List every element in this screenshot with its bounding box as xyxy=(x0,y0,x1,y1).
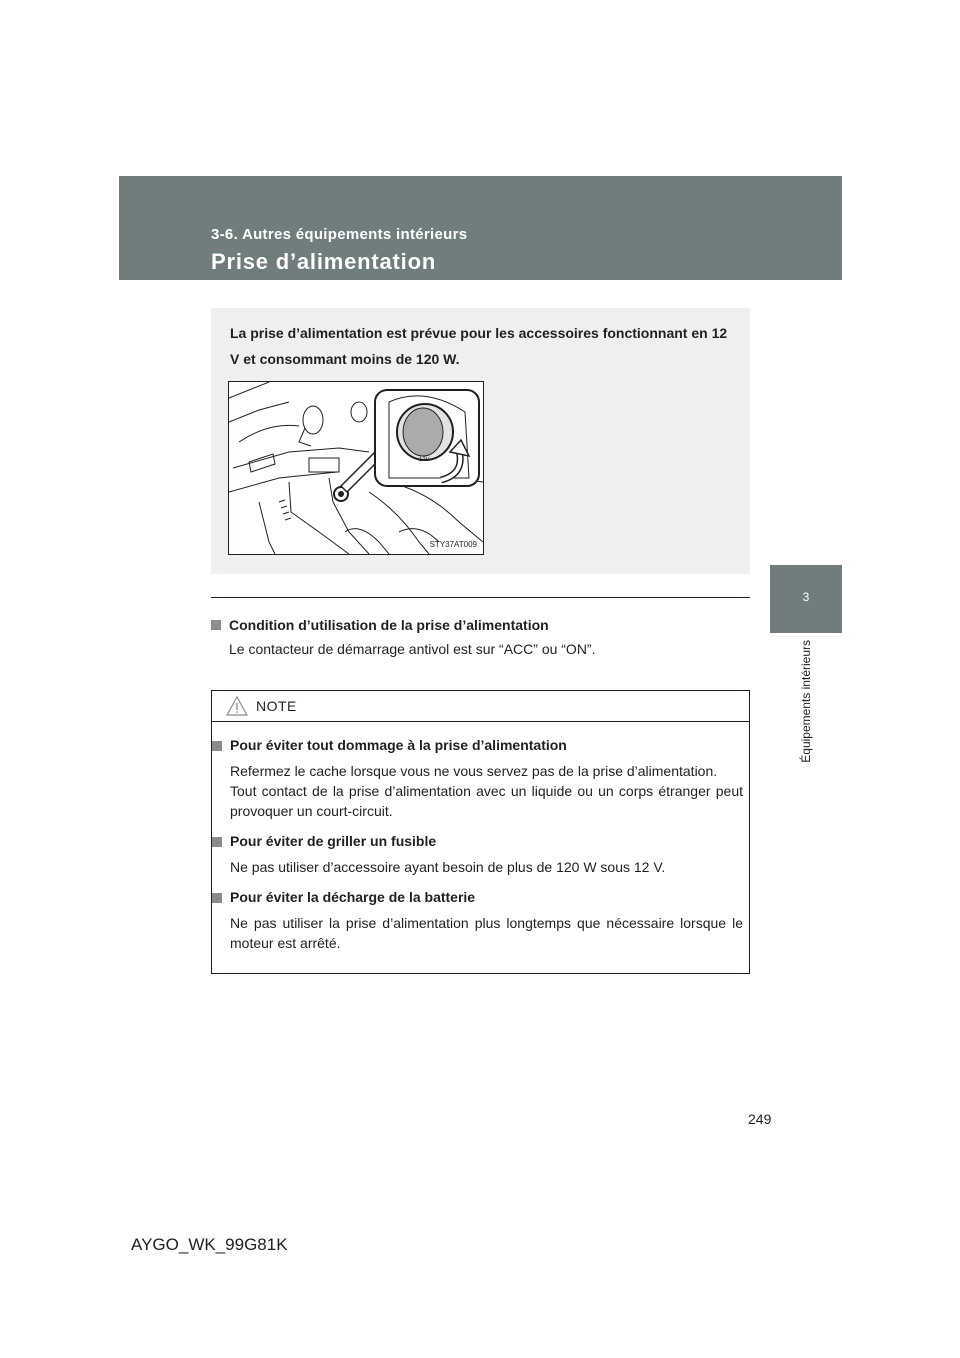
note-label: NOTE xyxy=(256,698,297,714)
warning-triangle-icon xyxy=(226,696,248,716)
page-number: 249 xyxy=(748,1111,772,1127)
condition-heading xyxy=(211,617,549,633)
chapter-label: Équipements intérieurs xyxy=(799,640,813,763)
note-item-heading-text: Pour éviter de griller un fusible xyxy=(230,833,437,849)
note-item-line: Tout contact de la prise d’alimentation avec un liquide ou un corps étranger peut provoquer un court-circuit. xyxy=(230,783,743,819)
square-bullet-icon xyxy=(212,741,222,751)
document-code: AYGO_WK_99G81K xyxy=(131,1235,288,1254)
square-bullet-icon xyxy=(212,893,222,903)
chapter-number: 3 xyxy=(802,590,810,604)
note-item-line: Refermez le cache lorsque vous ne vous servez pas de la prise d’alimentation. xyxy=(230,763,718,779)
intro-box xyxy=(211,308,750,574)
note-content xyxy=(212,731,749,963)
note-item-body xyxy=(230,761,743,821)
page-title: Prise d’alimentation xyxy=(211,249,437,274)
square-bullet-icon xyxy=(212,837,222,847)
condition-heading-text: Condition d’utilisation de la prise d’alimentation xyxy=(229,617,549,633)
note-item-body xyxy=(230,857,743,877)
note-header xyxy=(212,691,749,722)
note-item-body xyxy=(230,913,743,953)
dashboard-drawing xyxy=(229,382,483,554)
note-item-heading xyxy=(212,887,749,907)
section-divider xyxy=(211,597,750,598)
condition-body: Le contacteur de démarrage antivol est sur “ACC” ou “ON”. xyxy=(229,641,596,657)
intro-text: La prise d’alimentation est prévue pour les accessoires fonctionnant en 12 V et consommant moins de 120 W. xyxy=(230,325,728,367)
note-box xyxy=(211,690,750,974)
note-item-line: Ne pas utiliser d’accessoire ayant besoin de plus de 120 W sous 12 V. xyxy=(230,859,666,875)
note-item-heading xyxy=(212,735,749,755)
note-item-line: Ne pas utiliser la prise d’alimentation plus longtemps que nécessaire lorsque le moteur est arrêté. xyxy=(230,915,743,951)
square-bullet-icon xyxy=(211,620,221,630)
note-item-heading-text: Pour éviter tout dommage à la prise d’alimentation xyxy=(230,737,567,753)
chapter-tab[interactable] xyxy=(770,565,842,633)
power-outlet-illustration xyxy=(228,381,484,555)
socket-voltage-label: 12V xyxy=(419,457,430,463)
note-item-heading xyxy=(212,831,749,851)
section-label: 3-6. Autres équipements intérieurs xyxy=(211,226,468,243)
note-item-heading-text: Pour éviter la décharge de la batterie xyxy=(230,889,476,905)
figure-code: STY37AT009 xyxy=(429,540,477,549)
